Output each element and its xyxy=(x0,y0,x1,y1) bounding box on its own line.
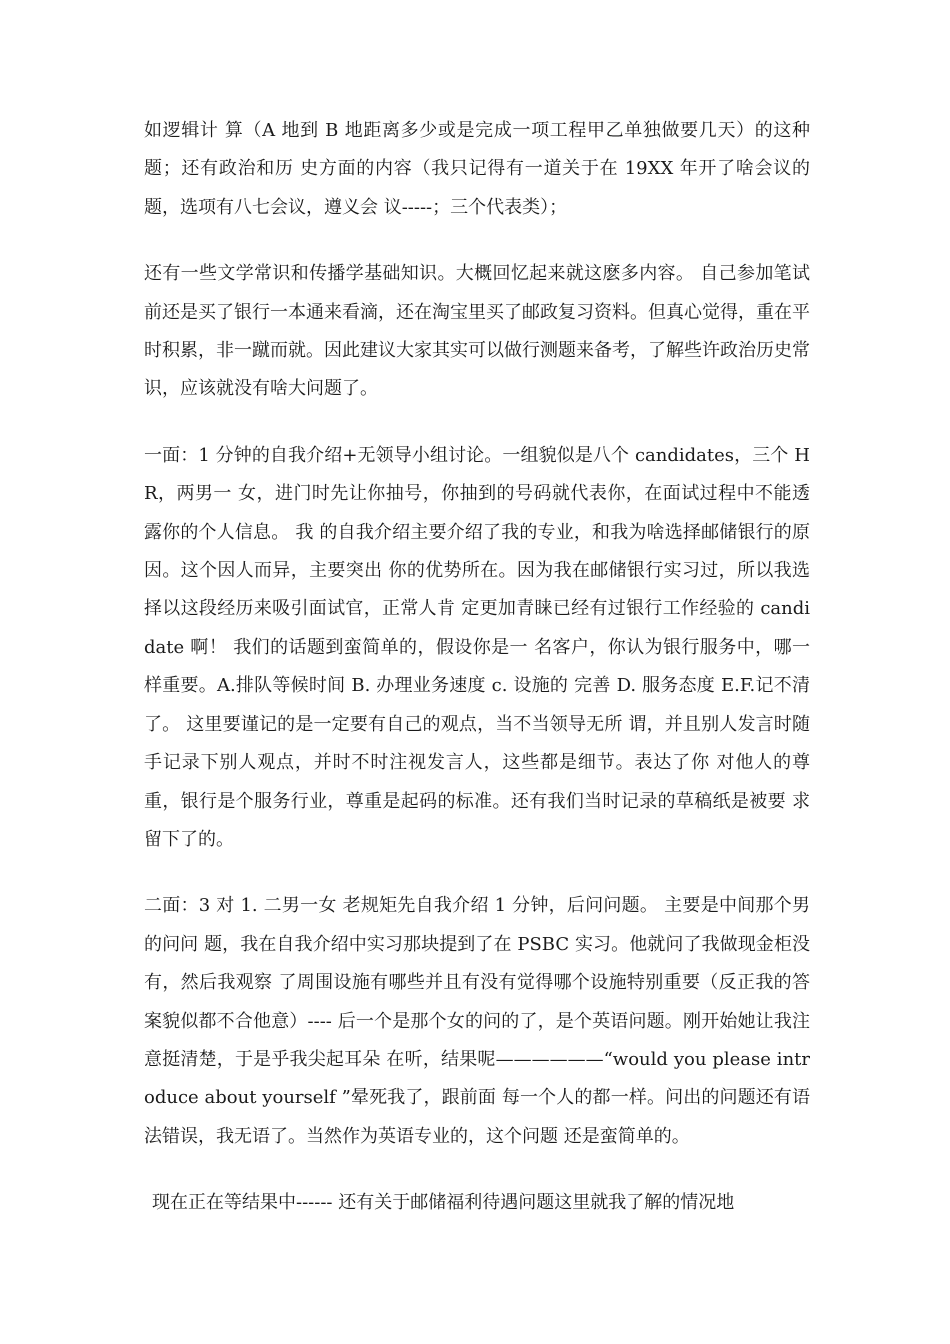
paragraph-first-interview: 一面：1 分钟的自我介绍+无领导小组讨论。一组貌似是八个 candidates，三个 HR，两男一 女，进门时先让你抽号，你抽到的号码就代表你，在面试过程中不能透露你的个人信息。 我 的自我介绍主要介绍了我的专业，和我为啥选择邮储银行的原因。这个因人而异，主要突出 你的优势所在。因为我在邮储银行实习过，所以我选择以这段经历来吸引面试官，正常人肯 定更加青睐已经有过银行工作经验的 candidate 啊！ 我们的话题到蛮简单的，假设你是一 名客户，你认为银行服务中，哪一样重要。A.排队等候时间 B. 办理业务速度 c. 设施的 完善 D. 服务态度 E.F.记不清了。 这里要谨记的是一定要有自己的观点，当不当领导无所 谓，并且别人发言时随手记录下别人观点，并时不时注视发言人，这些都是细节。表达了你 对他人的尊重，银行是个服务行业，尊重是起码的标准。还有我们当时记录的草稿纸是被要 求留下了的。 xyxy=(144,444,810,850)
document-body xyxy=(144,112,810,1251)
paragraph-second-interview: 二面：3 对 1. 二男一女 老规矩先自我介绍 1 分钟，后问问题。 主要是中间那个男的问问 题，我在自我介绍中实习那块提到了在 PSBC 实习。他就问了我做现金柜没有，然后我观察 了周围设施有哪些并且有没有觉得哪个设施特别重要（反正我的答案貌似都不合他意）---- 后一个是那个女的问的了，是个英语问题。刚开始她让我注意挺清楚，于是乎我尖起耳朵 在听，结果呢——————“would you please introduce about yourself ”晕死我了，跟前面 每一个人的都一样。问出的问题还有语法错误，我无语了。当然作为英语专业的，这个问题 还是蛮简单的。 xyxy=(144,895,810,1147)
paragraph-waiting-result: 现在正在等结果中------ 还有关于邮储福利待遇问题这里就我了解的情况地 xyxy=(152,1192,735,1214)
paragraph-preparation-advice: 还有一些文学常识和传播学基础知识。大概回忆起来就这麽多内容。 自己参加笔试前还是买了银行一本通来看滴，还在淘宝里买了邮政复习资料。但真心觉得，重在平时积累，非一蹴而就。因此建议大家其实可以做行测题来备考，了解些许政治历史常 识，应该就没有啥大问题了。 xyxy=(144,263,810,400)
paragraph-written-test-content: 如逻辑计 算（A 地到 B 地距离多少或是完成一项工程甲乙单独做要几天）的这种题；还有政治和历 史方面的内容（我只记得有一道关于在 19XX 年开了啥会议的题，选项有八七会议，遵义会 议-----；三个代表类）； xyxy=(144,120,810,218)
